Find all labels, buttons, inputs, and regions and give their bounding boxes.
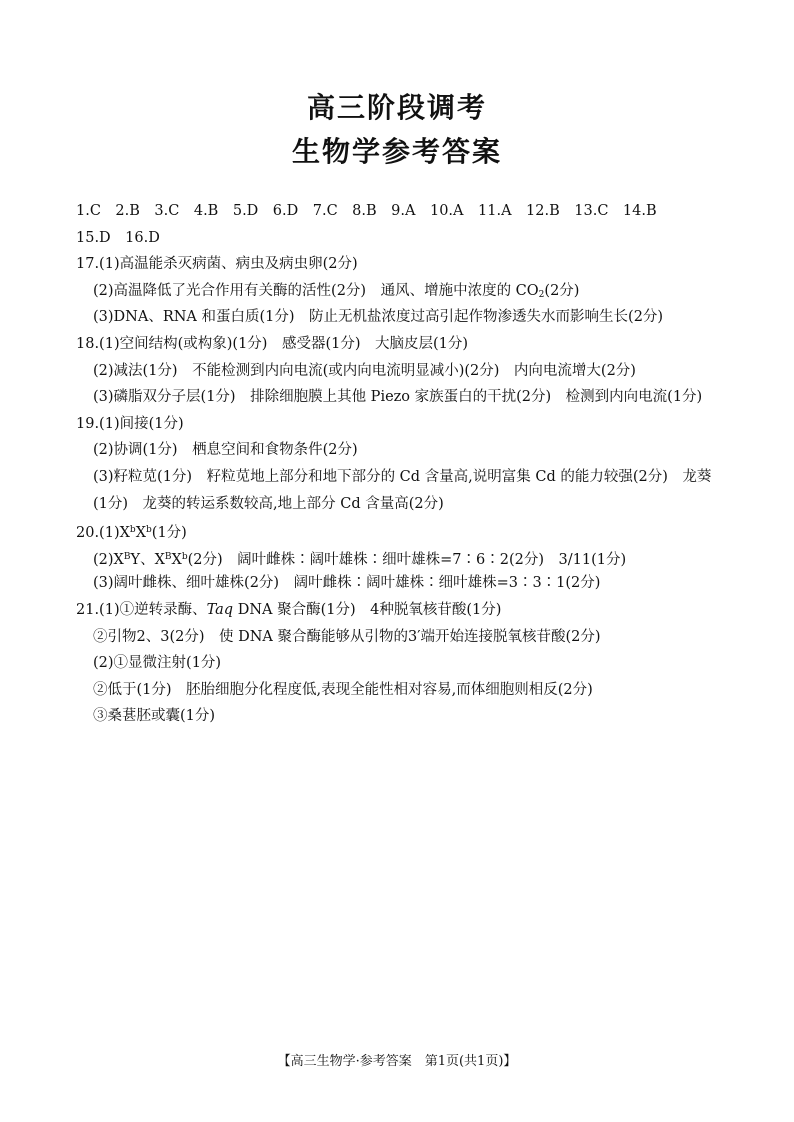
q17-part2-text: (2)高温降低了光合作用有关酶的活性(2分) 通风、增施中浓度的 CO	[93, 282, 539, 299]
q20-part1-score: (1分)	[151, 525, 187, 542]
title-block	[0, 86, 794, 174]
choice-answers-row-1: 1.C 2.B 3.C 4.B 5.D 6.D 7.C 8.B 9.A 10.A 11.A 12.B 13.C 14.B	[76, 203, 657, 219]
q20-part2-sup2: B	[164, 551, 172, 562]
q18-part2: (2)减法(1分) 不能检测到内向电流(或内向电流明显减小)(2分) 内向电流增大(2分)	[93, 362, 636, 379]
q17-part2-score: (2分)	[544, 282, 580, 299]
q21-part5: ③桑葚胚或囊(1分)	[93, 708, 216, 725]
q20-part1	[76, 517, 726, 544]
q21-part4: ②低于(1分) 胚胎细胞分化程度低,表现全能性相对容易,而体细胞则相反(2分)	[93, 681, 593, 698]
q21-part1-rest: DNA 聚合酶(1分) 4种脱氧核苷酸(1分)	[233, 601, 502, 618]
q20-part1-sup1: b	[129, 525, 136, 536]
q21-part2: ②引物2、3(2分) 使 DNA 聚合酶能够从引物的3′端开始连接脱氧核苷酸(2分)	[93, 628, 601, 645]
page-title: 高三阶段调考	[306, 91, 487, 124]
q20-part2-prefix: (2)X	[93, 551, 124, 568]
q18-part3: (3)磷脂双分子层(1分) 排除细胞膜上其他 Piezo 家族蛋白的干扰(2分) 检测到内向电流(1分)	[93, 389, 703, 406]
q21-taq-italic: Taq	[206, 601, 234, 618]
choice-answers-row-2: 15.D 16.D	[76, 229, 160, 246]
q20-part2	[76, 544, 726, 571]
q19-part1: 19.(1)间接(1分)	[76, 415, 184, 432]
q20-part2-mid2: X	[171, 551, 182, 568]
q21-part1	[76, 597, 726, 624]
q19-part3: (3)籽粒苋(1分) 籽粒苋地上部分和地下部分的 Cd 含量高,说明富集 Cd 的能力较强(2分) 龙葵(1分) 龙葵的转运系数较高,地上部分 Cd 含量高(2分)	[93, 468, 712, 512]
q19-part2: (2)协调(1分) 栖息空间和食物条件(2分)	[93, 442, 358, 459]
answers-content	[76, 198, 726, 730]
q17-part3: (3)DNA、RNA 和蛋白质(1分) 防止无机盐浓度过高引起作物渗透失水而影响生长(2分)	[93, 309, 664, 326]
page-subtitle: 生物学参考答案	[291, 135, 502, 168]
q18-part1: 18.(1)空间结构(或构象)(1分) 感受器(1分) 大脑皮层(1分)	[76, 335, 469, 352]
q20-part2-sup1: B	[123, 551, 131, 562]
q17-part2	[76, 278, 726, 305]
q20-part2-sup3: b	[181, 551, 188, 562]
q20-part1-mid: X	[135, 525, 147, 542]
q17-co2-subscript: 2	[538, 289, 545, 300]
q20-part3: (3)阔叶雌株、细叶雄株(2分) 阔叶雌株∶阔叶雄株∶细叶雄株=3∶3∶1(2分)	[93, 575, 601, 592]
q20-part1-sup2: b	[146, 525, 152, 536]
q17-part1: 17.(1)高温能杀灭病菌、病虫及病虫卵(2分)	[76, 256, 358, 273]
page-footer: 【高三生物学·参考答案 第1页(共1页)】	[277, 1054, 517, 1069]
q20-part1-prefix: 20.(1)X	[76, 525, 130, 542]
q21-part1-prefix: 21.(1)①逆转录酶、	[76, 601, 207, 618]
q20-part2-rest: (2分) 阔叶雌株∶阔叶雄株∶细叶雄株=7∶6∶2(2分) 3/11(1分)	[187, 551, 627, 568]
q20-part2-mid1: Y、X	[130, 551, 165, 568]
q21-part3: (2)①显微注射(1分)	[93, 655, 222, 672]
